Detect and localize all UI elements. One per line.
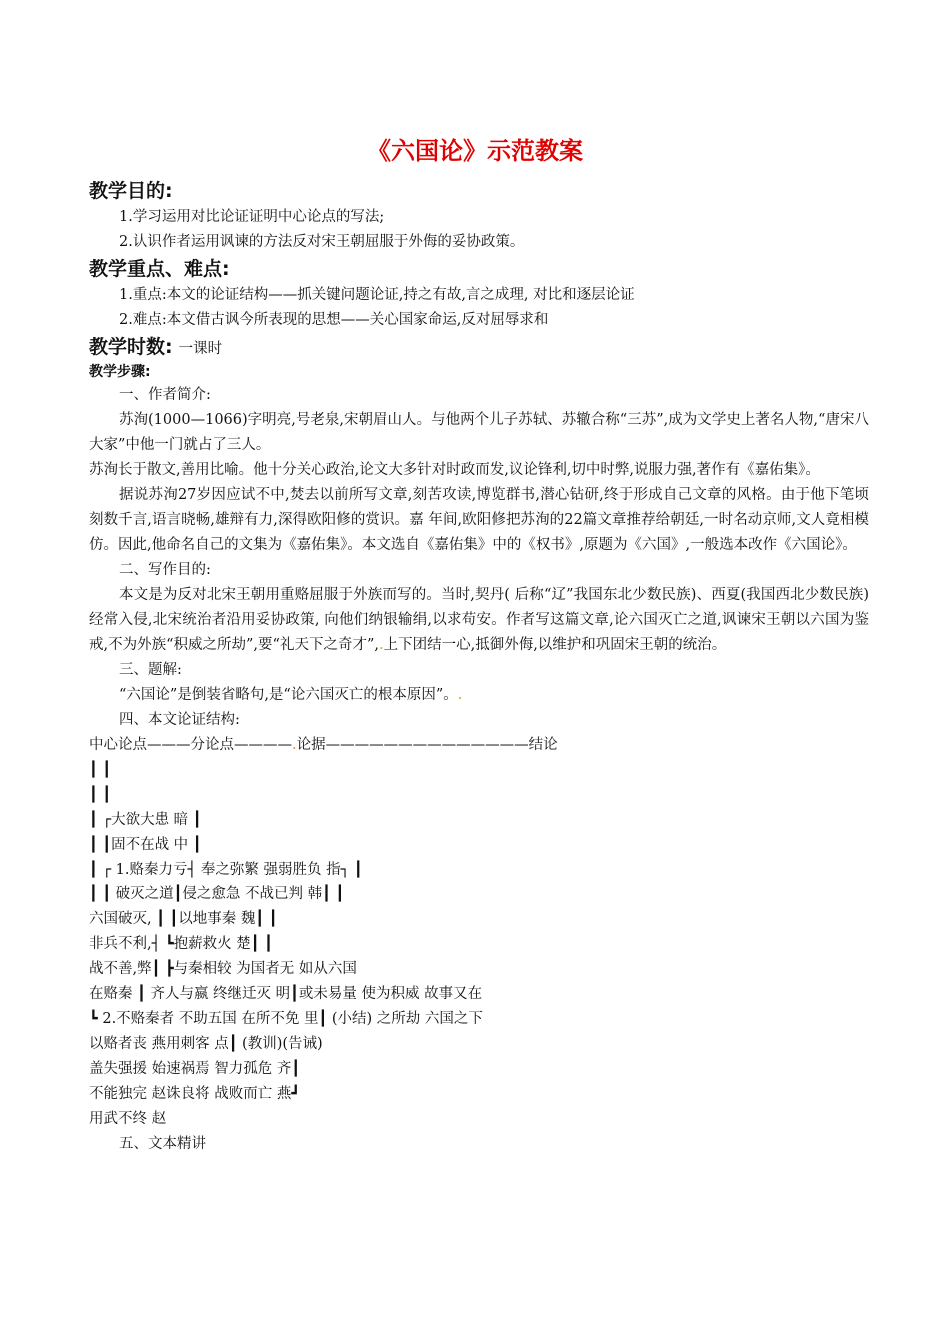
objective-item: 2.认识作者运用讽谏的方法反对宋王朝屈服于外侮的妥协政策。 bbox=[119, 234, 525, 250]
structure-line: ┗ 2.不赂秦者 不助五国 在所不免 里┃ (小结) 之所劫 六国之下 bbox=[89, 1010, 483, 1027]
structure-line: 用武不终 赵 bbox=[89, 1110, 167, 1127]
hours-value: 一课时 bbox=[178, 341, 223, 357]
structure-line: 不能独完 赵诛良将 战败而亡 燕┛ bbox=[89, 1085, 301, 1102]
paragraph: 苏洵(1000—1066)字明亮,号老泉,宋朝眉山人。与他两个儿子苏轼、苏辙合称“三苏”,成为文学史上著名人物,“唐宋八大家”中他一门就占了三人。 bbox=[89, 412, 869, 453]
structure-line: 战不善,弊┃ ┣与秦相较 为国者无 如从六国 bbox=[89, 961, 357, 978]
structure-text: 中心论点———分论点———— bbox=[89, 737, 292, 753]
section-heading: 二、写作目的: bbox=[119, 562, 211, 578]
paragraph bbox=[89, 683, 869, 708]
objectives-heading: 教学目的: bbox=[89, 180, 173, 202]
structure-line: ┃ ┃ bbox=[89, 761, 112, 778]
document-body bbox=[89, 177, 869, 1157]
paragraph: 苏洵长于散文,善用比喻。他十分关心政治,论文大多针对时政而发,议论锋利,切中时弊,说服力强,著作有《嘉佑集》。 bbox=[89, 462, 820, 478]
structure-line: ┃ ┃ 破灭之道┃侵之愈急 不战已判 韩┃ ┃ bbox=[89, 886, 345, 903]
mark-dot: . bbox=[292, 737, 297, 753]
structure-line: 非兵不利,┤ ┗抱薪救火 楚┃ ┃ bbox=[89, 936, 273, 953]
hours-heading: 教学时数: bbox=[89, 336, 173, 358]
paragraph-text: 上下团结一心,抵御外侮,以维护和巩固宋王朝的统治。 bbox=[383, 637, 727, 653]
structure-line: ┃ ┃ bbox=[89, 786, 112, 803]
section-heading: 五、文本精讲 bbox=[119, 1135, 206, 1152]
objective-item: 1.学习运用对比论证证明中心论点的写法; bbox=[119, 209, 385, 225]
structure-line: ┃ ┌大欲大患 暗 ┃ bbox=[89, 811, 202, 828]
structure-line: 六国破灭, ┃ ┃以地事秦 魏┃ ┃ bbox=[89, 911, 278, 928]
mark-dot: . bbox=[378, 637, 384, 653]
section-heading: 四、本文论证结构: bbox=[119, 712, 240, 728]
key-points-heading: 教学重点、难点: bbox=[89, 258, 230, 280]
paragraph-text: 本文是为反对北宋王朝用重赂屈服于外族而写的。当时,契丹( 后称“辽”我国东北少数民族)、西夏(我国西北少数民族)经常入侵,北宋统治者沿用妥协政策, 向他们纳银输绢,以求苟安。作者写这篇文章,论六国灭亡之道,讽谏宋王朝以六国为鉴戒,不为外族“积威之所劫”,要“礼天下之奇才”, bbox=[89, 587, 869, 653]
structure-line: 以赂者丧 燕用刺客 点┃ (教训)(告诫) bbox=[89, 1035, 323, 1052]
structure-line: 盖失强援 始速祸焉 智力孤危 齐┃ bbox=[89, 1060, 301, 1077]
mark-dot: . bbox=[457, 687, 463, 703]
document-title: 《六国论》示范教案 bbox=[367, 137, 583, 165]
key-point-item: 2.难点:本文借古讽今所表现的思想——关心国家命运,反对屈辱求和 bbox=[119, 312, 549, 328]
key-point-item: 1.重点:本文的论证结构——抓关键问题论证,持之有故,言之成理, 对比和逐层论证 bbox=[119, 287, 635, 303]
hours-line bbox=[89, 333, 869, 361]
structure-line: 在赂秦 ┃ 齐人与嬴 终继迁灭 明┃或未易量 使为积威 故事又在 bbox=[89, 986, 483, 1003]
paragraph-text: “六国论”是倒装省略句,是“论六国灭亡的根本原因”。 bbox=[119, 687, 458, 703]
structure-line bbox=[89, 733, 869, 758]
structure-text: 论据——————————————结论 bbox=[296, 737, 558, 753]
structure-line: ┃ ┌ 1.赂秦力亏┤ 奉之弥繁 强弱胜负 指┐ ┃ bbox=[89, 861, 363, 878]
section-heading: 一、作者简介: bbox=[119, 387, 211, 403]
argument-structure-diagram bbox=[89, 733, 869, 1132]
paragraph bbox=[89, 583, 869, 658]
steps-heading: 教学步骤: bbox=[89, 364, 151, 380]
paragraph: 据说苏洵27岁因应试不中,焚去以前所写文章,刻苦攻读,博览群书,潜心钻研,终于形成自己文章的风格。由于他下笔顷刻数千言,语言晓畅,雄辩有力,深得欧阳修的赏识。嘉 年间,欧阳修把苏洵的22篇文章推荐给朝廷,一时名动京师,文人竟相模仿。因此,他命名自己的文集为《嘉佑集》。本文选自《嘉佑集》中的《权书》,原题为《六国》,一般选本改作《六国论》。 bbox=[89, 487, 869, 553]
structure-line: ┃ ┃固不在战 中 ┃ bbox=[89, 836, 202, 853]
section-heading: 三、题解: bbox=[119, 662, 182, 678]
